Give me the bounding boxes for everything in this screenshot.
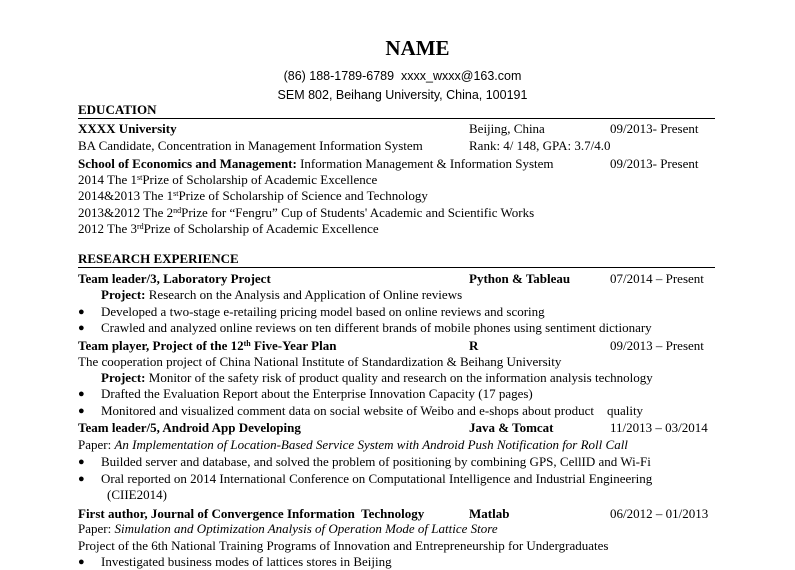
research-title: First author, Journal of Convergence Information Technology bbox=[78, 506, 425, 521]
title-sup: th bbox=[243, 339, 251, 348]
section-heading-research: RESEARCH EXPERIENCE bbox=[78, 251, 239, 266]
award-text: 2013&2012 The 2 bbox=[78, 205, 174, 220]
research-tools: R bbox=[469, 338, 479, 353]
project-line bbox=[101, 287, 462, 303]
paper-label: Paper: bbox=[78, 437, 115, 452]
award-sup: nd bbox=[173, 206, 182, 215]
award-sup: st bbox=[173, 189, 179, 198]
paper-label: Paper: bbox=[78, 521, 115, 536]
research-tools: Matlab bbox=[469, 506, 510, 521]
section-heading-education: EDUCATION bbox=[78, 102, 157, 117]
bullet-text: Investigated business modes of lattices stores in Beijing bbox=[101, 554, 392, 569]
research-date: 09/2013 – Present bbox=[610, 338, 704, 353]
contact-email: xxxx_wxxx@163.com bbox=[401, 69, 522, 83]
school-line bbox=[78, 156, 554, 172]
bullet-text: Builded server and database, and solved the problem of positioning by combining GPS, CellID and Wi-Fi bbox=[101, 454, 651, 469]
contact-address: SEM 802, Beihang University, China, 100191 bbox=[277, 88, 528, 102]
award-text: Prize of Scholarship of Academic Excellence bbox=[143, 221, 379, 236]
research-title bbox=[78, 338, 336, 354]
school-date: 09/2013- Present bbox=[610, 156, 699, 171]
bullet-icon: ● bbox=[78, 322, 85, 334]
title-text: Team player, Project of the 12 bbox=[78, 338, 244, 353]
school-program: Information Management & Information System bbox=[296, 156, 554, 171]
bullet-text: Developed a two-stage e-retailing pricing model based on online reviews and scoring bbox=[101, 304, 545, 319]
section-rule bbox=[78, 267, 715, 268]
project-label: Project: bbox=[101, 370, 146, 385]
school-name: School of Economics and Management: bbox=[78, 156, 297, 171]
bullet-continuation: (CIIE2014) bbox=[107, 487, 167, 502]
bullet-icon: ● bbox=[78, 306, 85, 318]
contact-line bbox=[0, 68, 795, 84]
award-item bbox=[78, 188, 428, 204]
paper-title: Simulation and Optimization Analysis of Operation Mode of Lattice Store bbox=[114, 521, 498, 536]
rank-gpa: Rank: 4/ 148, GPA: 3.7/4.0 bbox=[469, 138, 611, 153]
bullet-text: Crawled and analyzed online reviews on ten different brands of mobile phones using sentiment dictionary bbox=[101, 320, 652, 335]
title-text: Five-Year Plan bbox=[250, 338, 337, 353]
award-item bbox=[78, 172, 377, 188]
paper-title: An Implementation of Location-Based Service System with Android Push Notification for Roll Call bbox=[114, 437, 628, 452]
research-tools: Python & Tableau bbox=[469, 271, 571, 286]
research-tools: Java & Tomcat bbox=[469, 420, 554, 435]
research-title: Team leader/5, Android App Developing bbox=[78, 420, 301, 435]
bullet-text: Drafted the Evaluation Report about the Enterprise Innovation Capacity (17 pages) bbox=[101, 386, 533, 401]
resume-name: NAME bbox=[385, 36, 450, 60]
bullet-icon: ● bbox=[78, 456, 85, 468]
award-text: 2014&2013 The 1 bbox=[78, 188, 174, 203]
award-text: Prize of Scholarship of Science and Technology bbox=[178, 188, 428, 203]
project-text: Monitor of the safety risk of product quality and research on the information analysis technology bbox=[145, 370, 653, 385]
award-text: Prize for “Fengru” Cup of Students' Academic and Scientific Works bbox=[181, 205, 535, 220]
paper-line bbox=[78, 437, 628, 453]
bullet-text: Oral reported on 2014 International Conference on Computational Intelligence and Industrial Engineering bbox=[101, 471, 653, 486]
project-label: Project: bbox=[101, 287, 146, 302]
research-title: Team leader/3, Laboratory Project bbox=[78, 271, 271, 286]
contact-phone: (86) 188-1789-6789 bbox=[283, 69, 395, 83]
bullet-icon: ● bbox=[78, 473, 85, 485]
award-sup: rd bbox=[136, 222, 144, 231]
bullet-icon: ● bbox=[78, 388, 85, 400]
project-line bbox=[101, 370, 653, 386]
bullet-icon: ● bbox=[78, 556, 85, 568]
paper-line bbox=[78, 521, 498, 537]
award-item bbox=[78, 205, 534, 221]
research-date: 06/2012 – 01/2013 bbox=[610, 506, 709, 521]
research-desc: Project of the 6th National Training Programs of Innovation and Entrepreneurship for Undergraduates bbox=[78, 538, 609, 553]
bullet-icon: ● bbox=[78, 405, 85, 417]
award-text: Prize of Scholarship of Academic Excellence bbox=[142, 172, 378, 187]
university-name: XXXX University bbox=[78, 121, 177, 136]
research-date: 07/2014 – Present bbox=[610, 271, 704, 286]
award-sup: st bbox=[136, 173, 143, 182]
university-date: 09/2013- Present bbox=[610, 121, 699, 136]
research-date: 11/2013 – 03/2014 bbox=[610, 420, 708, 435]
award-text: 2014 The 1 bbox=[78, 172, 137, 187]
award-text: 2012 The 3 bbox=[78, 221, 137, 236]
university-location: Beijing, China bbox=[469, 121, 545, 136]
project-text: Research on the Analysis and Application of Online reviews bbox=[145, 287, 463, 302]
award-item bbox=[78, 221, 379, 237]
degree-line: BA Candidate, Concentration in Management Information System bbox=[78, 138, 423, 153]
research-desc: The cooperation project of China National Institute of Standardization & Beihang University bbox=[78, 354, 562, 369]
bullet-text: Monitored and visualized comment data on social website of Weibo and e-shops about product quality bbox=[101, 403, 644, 418]
section-rule bbox=[78, 118, 715, 119]
